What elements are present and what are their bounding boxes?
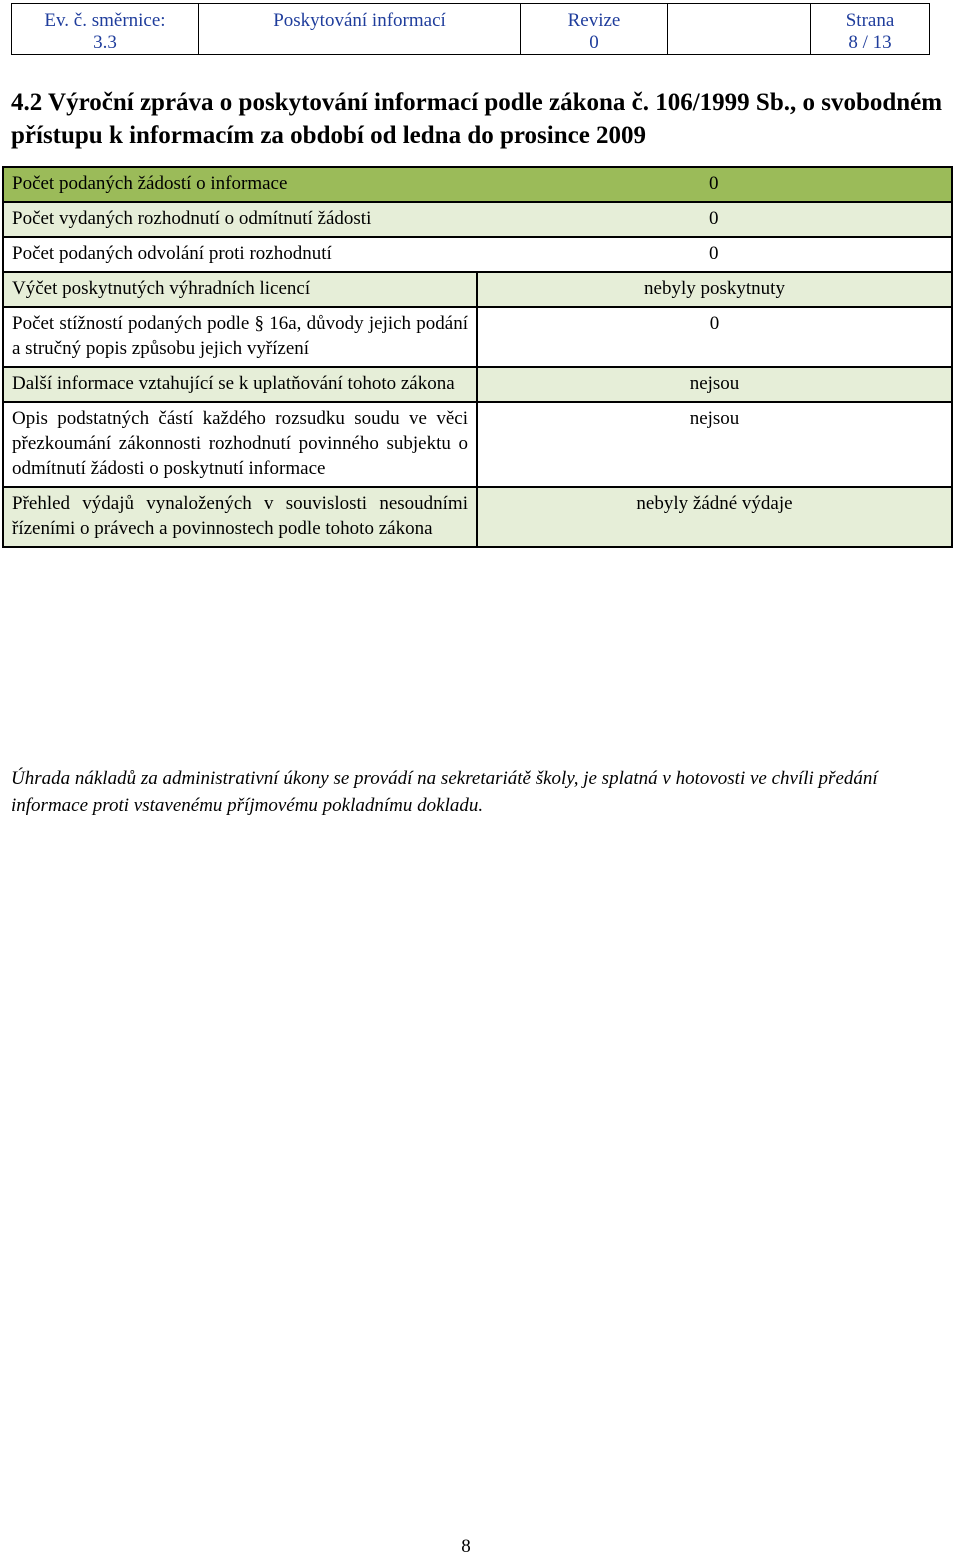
page-number: 8 (461, 1536, 471, 1557)
row-value: 0 (709, 173, 719, 194)
revision-value: 0 (589, 32, 599, 53)
page-cell (811, 4, 930, 55)
page-label: Strana (845, 10, 895, 31)
row-label: Přehled výdajů vynaložených v souvislosti nesoudními řízeními o právech a povinnostech podle tohoto zákona (3, 487, 477, 547)
table-row (3, 367, 952, 402)
document-header (11, 3, 930, 55)
empty-cell (668, 4, 811, 55)
row-label: Další informace vztahující se k uplatňování tohoto zákona (3, 367, 477, 402)
table-row (3, 272, 952, 307)
table-row (3, 307, 952, 367)
revision-cell (521, 4, 668, 55)
doc-label: Ev. č. směrnice: (44, 10, 166, 31)
row-value: 0 (709, 243, 719, 264)
table-row (3, 167, 952, 202)
section-heading: 4.2 Výroční zpráva o poskytování informací podle zákona č. 106/1999 Sb., o svobodném přístupu k informacím za období od ledna do prosince 2009 (11, 89, 943, 149)
row-value: 0 (477, 307, 952, 367)
doc-title: Poskytování informací (199, 4, 521, 55)
table-row (3, 487, 952, 547)
row-label: Počet podaných odvolání proti rozhodnutí (12, 243, 332, 264)
fee-note: Úhrada nákladů za administrativní úkony se provádí na sekretariátě školy, je splatná v hotovosti ve chvíli předání informace proti vstavenému příjmovému pokladnímu dokladu. (11, 768, 878, 816)
doc-number: 3.3 (93, 32, 117, 53)
row-value: nejsou (477, 402, 952, 487)
table-row (3, 237, 952, 272)
row-value: nebyly žádné výdaje (477, 487, 952, 547)
row-label: Počet podaných žádostí o informace (12, 173, 288, 194)
report-table (2, 166, 953, 548)
row-label: Počet vydaných rozhodnutí o odmítnutí žádosti (12, 208, 372, 229)
row-label: Počet stížností podaných podle § 16a, důvody jejich podání a stručný popis způsobu jejich vyřízení (3, 307, 477, 367)
table-row (3, 202, 952, 237)
row-label: Opis podstatných částí každého rozsudku soudu ve věci přezkoumání zákonnosti rozhodnutí povinného subjektu o odmítnutí žádosti o poskytnutí informace (3, 402, 477, 487)
revision-label: Revize (567, 10, 621, 31)
table-row (3, 402, 952, 487)
row-value: nejsou (477, 367, 952, 402)
row-label: Výčet poskytnutých výhradních licencí (3, 272, 477, 307)
row-value: 0 (709, 208, 719, 229)
row-value: nebyly poskytnuty (477, 272, 952, 307)
doc-number-cell (12, 4, 199, 55)
page-value: 8 / 13 (848, 32, 892, 53)
